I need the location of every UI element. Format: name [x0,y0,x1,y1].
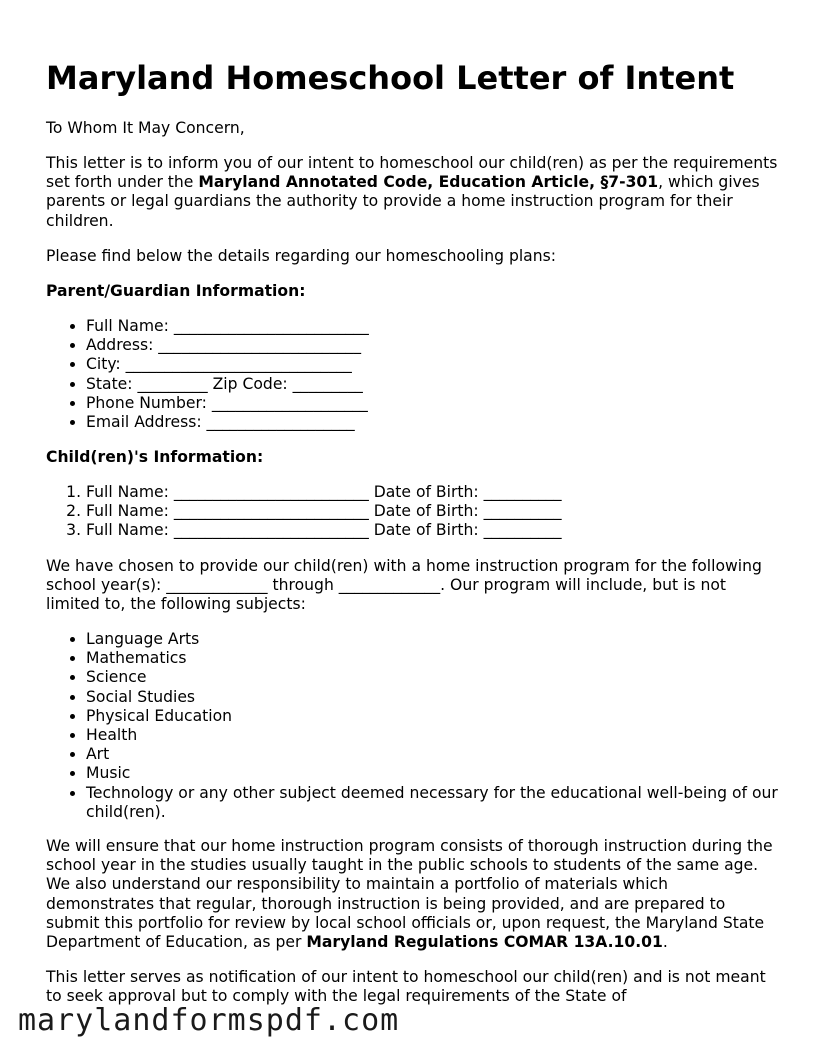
program-paragraph: We have chosen to provide our child(ren) with a home instruction program for the following school year(s): _____________ through _____________. Our program will include, but is not limited to, the following subjects: [46,557,762,614]
subject-item: • Science [86,668,820,687]
parent-heading [46,282,781,301]
parent-full-name-field: • Full Name: _________________________ [86,317,820,336]
subject-item: • Language Arts [86,630,820,649]
child-entry: 2. Full Name: _________________________ Date of Birth: __________ [86,502,820,521]
intro-text-end: , which gives parents or legal guardians the authority to provide a home instruction program for their children. [46,173,760,230]
assurance-text-end: . [662,933,668,952]
subjects-list [46,630,820,822]
parent-fields-list [46,317,820,432]
intro-legal-reference: Maryland Annotated Code, Education Article, §7-301 [198,173,659,192]
parent-city-field: • City: _____________________________ [86,355,820,374]
assurance-regulation-reference: Maryland Regulations COMAR 13A.10.01 [306,933,663,952]
assurance-text: We will ensure that our home instruction program consists of thorough instruction during the school year in the studies usually taught in the public schools to students of the same age. We also understand our responsibility to maintain a portfolio of materials which demonstrates that regular, thorough instruction is being provided, and are prepared to submit this portfolio for review by local school officials or, upon request, the Maryland State Department of Education, as per [46,837,773,952]
closing-paragraph: This letter serves as notification of our intent to homeschool our child(ren) and is not meant to seek approval but to comply with the legal requirements of the State of [46,968,766,1006]
site-watermark: marylandformspdf.com [18,1003,400,1038]
parent-phone-field: • Phone Number: ____________________ [86,394,820,413]
subject-item: • Mathematics [86,649,820,668]
subject-item: • Art [86,745,820,764]
parent-heading-text: Parent/Guardian Information: [46,282,306,300]
subject-item: • Physical Education [86,707,820,726]
page-title: Maryland Homeschool Letter of Intent [46,59,735,97]
subject-item: • Music [86,764,820,783]
children-heading [46,448,781,467]
parent-email-field: • Email Address: ___________________ [86,413,820,432]
greeting: To Whom It May Concern, [46,119,245,137]
subject-item: • Technology or any other subject deemed necessary for the educational well-being of our child(ren). [86,784,820,822]
children-heading-text: Child(ren)'s Information: [46,448,264,466]
child-entry: 1. Full Name: _________________________ Date of Birth: __________ [86,483,820,502]
details-intro: Please find below the details regarding our homeschooling plans: [46,247,556,265]
subject-item: • Health [86,726,820,745]
assurance-paragraph [46,837,781,952]
child-entry: 3. Full Name: _________________________ Date of Birth: __________ [86,521,820,540]
children-list [46,483,820,541]
parent-address-field: • Address: __________________________ [86,336,820,355]
intro-paragraph [46,154,781,231]
intro-text-start: This letter is to inform you of our intent to homeschool our child(ren) as per the requirements set forth under the [46,154,778,192]
parent-state-zip-field: • State: _________ Zip Code: _________ [86,375,820,394]
subject-item: • Social Studies [86,688,820,707]
